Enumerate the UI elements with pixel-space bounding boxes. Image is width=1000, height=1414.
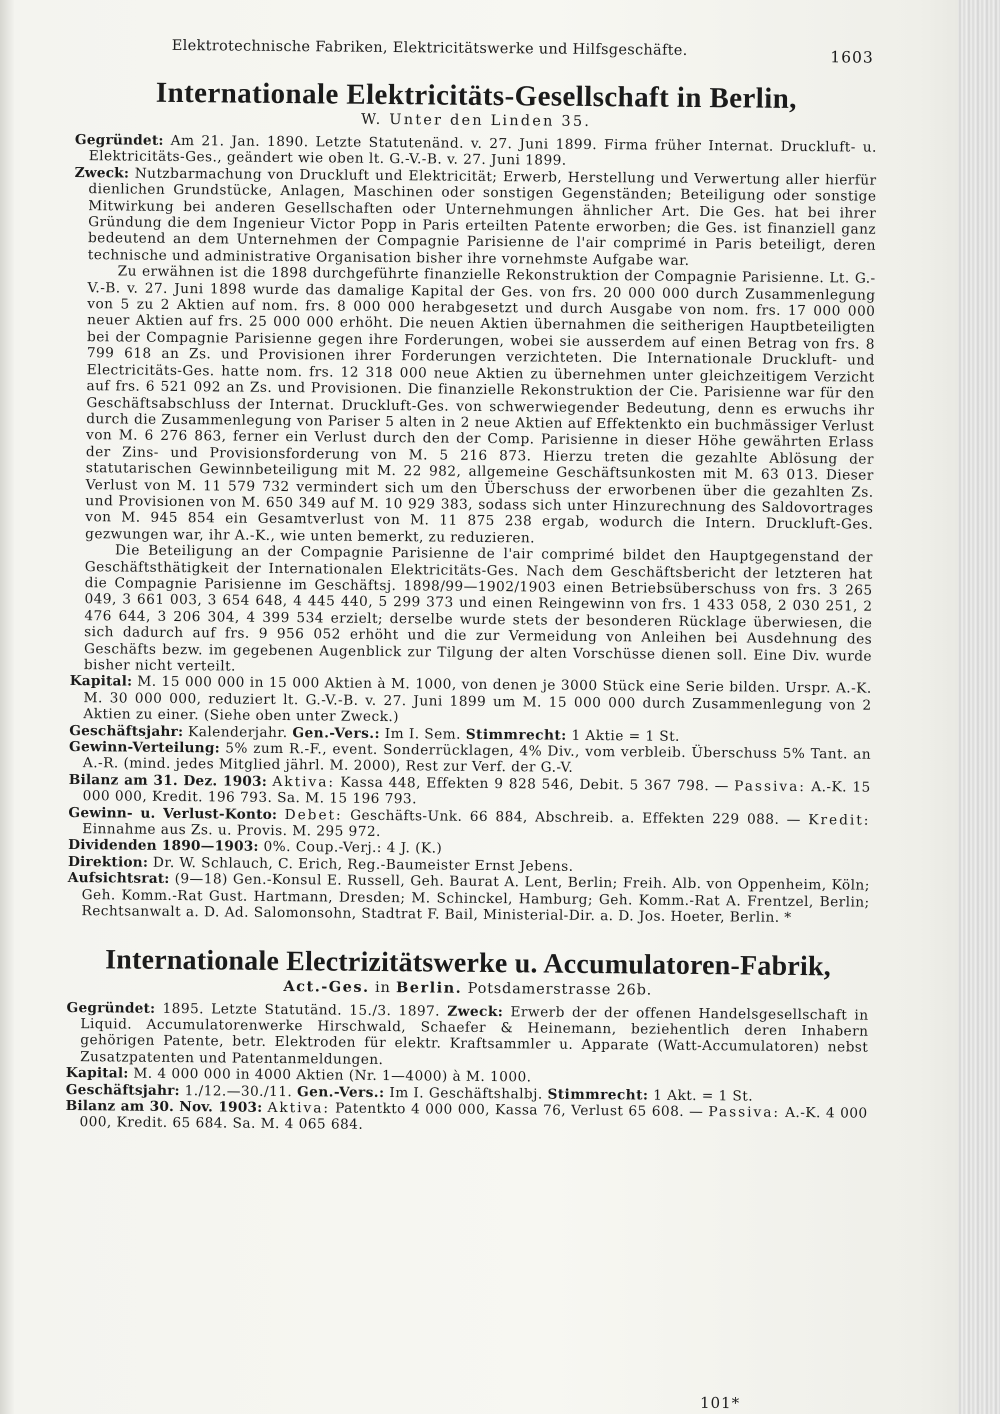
field-text: 5% zum R.-F., event. Sonderrücklagen, 4% Div., vom verbleib. Überschuss 5% Tant. an A.-R. (mind. jedes Mitglied jährl. M. 2000), Rest zur Verf. der G.-V. xyxy=(82,740,872,777)
field-text: M. 15 000 000 in 15 000 Aktien à M. 1000, von denen je 3000 Stück eine Serie bilden. Urspr. A.-K. M. 30 000 000, reduziert lt. G.-V.-B. v. 27. Juni 1899 um M. 15 000 000 durch Zusammenlegung von 2 Aktien zu einer. (Siehe oben unter Zweck.) xyxy=(83,674,872,726)
debet-text: Geschäfts-Unk. 66 884, Abschreib. a. Effekten 229 088. — xyxy=(350,807,801,828)
genvers-text: Im I. Geschäftshalbj. xyxy=(389,1084,543,1103)
signature-mark: 101* xyxy=(699,1393,741,1413)
field-text: Am 21. Jan. 1890. Letzte Statutenänd. v. 27. Juni 1899. Firma früher Internat. Druckluft- u. Elektricitäts-Ges., geändert wie oben lt. G.-V.-B. v. 27. Juni 1899. xyxy=(88,132,877,170)
field-kapital xyxy=(69,673,871,730)
running-title: Elektrotechnische Fabriken, Elektricitätswerke und Hilfsgeschäfte. xyxy=(171,37,688,59)
page-number: 1603 xyxy=(830,48,874,67)
field-label: Zweck: xyxy=(74,164,130,182)
field-text: Nutzbarmachung von Druckluft und Elektricität; Erwerb, Herstellung und Verwertung aller hierfür dienlichen Grundstücke, Anlagen, Maschinen oder sonstigen Gegenständen; Beteiligung oder sonstige Mitwirkung bei anderen Gesellschaften oder Unternehmungen ähnlicher Art. Die Ges. hat bei ihrer Gründung die dem Ingenieur Victor Popp in Paris erteilten Patente erworben; die Ges. ist finanziell ganz bedeutend an dem Unternehmen der Compagnie Parisienne de l'air comprimé in Paris beteiligt, deren technische und administrative Organisation bisher ihre vornehmste Aufgabe war. xyxy=(87,165,877,269)
passiva-label: Passiva: xyxy=(734,778,806,795)
field-label: Kapital: xyxy=(69,673,133,690)
aktiva-text: Patentkto 4 000 000, Kassa 76, Verlust 65 608. — xyxy=(335,1100,704,1121)
aktiva-label: Aktiva: xyxy=(272,773,336,791)
genvers-label: Gen.-Vers.: xyxy=(296,1083,385,1101)
paragraph-beteiligung: Die Beteiligung an der Compagnie Parisienne de l'air comprimé bildet den Hauptgegenstand der Geschäftsthätigkeit der Internationalen Elektricitäts-Ges. Nach dem Geschäftsbericht der letzteren hat die Compagnie Parisienne im Geschäftsj. 1898/99—1902/1903 einen Betriebsüberschuss von frs. 3 265 049, 3 661 003, 3 654 648, 4 445 440, 5 299 373 und einen Reingewinn von frs. 1 433 058, 2 030 251, 2 476 644, 3 206 304, 4 399 534 erzielt; derselbe wurde stets der besonderen Rücklage überwiesen, die sich dadurch auf frs. 9 956 052 erhöht und die zur Vermeidung von Anleihen bei Ausdehnung des Geschäfts bezw. im gegebenen Augenblick zur Tilgung der alten Vorschüsse dienen soll. Eine Div. wurde bisher nicht verteilt. xyxy=(83,542,874,675)
passiva-label: Passiva: xyxy=(708,1104,781,1121)
firm-sub-in: in xyxy=(374,979,391,996)
passiva-text: A.-K. 15 000 000, Kredit. 196 793. Sa. M. 15 196 793. xyxy=(82,778,871,808)
passiva-text: A.-K. 4 000 000, Kredit. 65 684. Sa. M. 4 065 684. xyxy=(79,1104,868,1134)
aktiva-label: Aktiva: xyxy=(267,1099,331,1117)
field-label: Gegründet: xyxy=(66,999,156,1017)
field-text: 1895. Letzte Statutänd. 15./3. 1897. xyxy=(162,1000,441,1020)
field-text: 0%. Coup.-Verj.: 4 J. (K.) xyxy=(263,839,443,858)
genvers-label: Gen.-Vers.: xyxy=(292,724,381,742)
firm-legal-form: Act.-Ges. xyxy=(283,977,370,996)
text-column xyxy=(65,28,878,1138)
field-label: Dividenden 1890—1903: xyxy=(68,837,259,856)
field-label: Geschäftsjahr: xyxy=(65,1081,180,1099)
firm-street: Potsdamerstrasse 26b. xyxy=(467,980,653,999)
field-bilanz xyxy=(65,1098,867,1139)
page-left-edge xyxy=(0,0,14,1414)
field-text: 1./12.—30./11. xyxy=(184,1082,293,1100)
field-label: Gewinn-Verteilung: xyxy=(69,738,220,757)
firm-entry-internationale-elektricitaets-gesellschaft xyxy=(67,76,877,927)
debet-label: Debet: xyxy=(284,806,343,824)
field-label: Kapital: xyxy=(65,1065,129,1082)
firm-title: Internationale Electrizitätswerke u. Accumulatoren-Fabrik, xyxy=(105,943,832,982)
field-label: Bilanz am 30. Nov. 1903: xyxy=(65,1097,263,1116)
field-text: M. 4 000 000 in 4000 Aktien (Nr. 1—4000) à M. 1000. xyxy=(133,1065,532,1086)
zweck-label: Zweck: xyxy=(447,1003,504,1020)
field-label: Gewinn- u. Verlust-Konto: xyxy=(68,804,278,823)
kredit-label: Kredit: xyxy=(808,811,871,829)
firm-address: W. Unter den Linden 35. xyxy=(361,111,592,130)
stimmrecht-label: Stimmrecht: xyxy=(465,726,567,744)
field-zweck xyxy=(74,165,877,271)
field-label: Direktion: xyxy=(67,853,149,871)
genvers-text: Im I. Sem. xyxy=(384,725,462,743)
field-label: Aufsichtsrat: xyxy=(67,870,170,888)
stimmrecht-text: 1 Akt. = 1 St. xyxy=(653,1087,754,1105)
stimmrecht-text: 1 Aktie = 1 St. xyxy=(571,727,680,745)
field-text: Kalenderjahr. xyxy=(188,723,288,741)
field-label: Gegründet: xyxy=(74,131,164,149)
field-aufsichtsrat xyxy=(67,870,869,927)
field-label: Geschäftsjahr: xyxy=(69,722,184,740)
running-head xyxy=(76,28,878,67)
book-spine-edge xyxy=(958,0,1000,1414)
firm-city: Berlin. xyxy=(395,978,463,997)
aktiva-text: Kassa 448, Effekten 9 828 546, Debit. 5 367 798. — xyxy=(340,774,729,795)
field-label: Bilanz am 31. Dez. 1903: xyxy=(68,771,268,790)
field-gegruendet xyxy=(66,999,869,1072)
stimmrecht-label: Stimmrecht: xyxy=(547,1086,649,1104)
zweck-text: Erwerb der der offenen Handelsgesellschaft in Liquid. Accumulatorenwerke Hirschwald, Schaefer & Heinemann, beziehentlich deren Inhabern gehörigen Patente, betr. Elektroden für elektr. Kraftsammler u. Apparate (Watt-Accumulatoren) nebst Zusatzpatenten und Patentanmeldungen. xyxy=(80,1003,869,1068)
field-text: (9—18) Gen.-Konsul E. Russell, Geh. Baurat A. Lent, Berlin; Freih. Alb. von Oppenheim, Köln; Geh. Komm.-Rat Gust. Hartmann, Dresden; M. Schinckel, Hamburg; Geh. Komm.-Rat A. Frentzel, Berlin; Rechtsanwalt a. D. Ad. Salomonsohn, Stadtrat F. Bail, Ministerial-Dir. a. D. Jos. Hoeter, Berlin. * xyxy=(81,871,870,927)
field-text: Dr. W. Schlauch, C. Erich, Reg.-Baumeister Ernst Jebens. xyxy=(152,854,574,875)
paragraph-rekonstruktion: Zu erwähnen ist die 1898 durchgeführte finanzielle Rekonstruktion der Compagnie Parisienne. Lt. G.-V.-B. v. 27. Juni 1898 wurde das damalige Kapital der Ges. von frs. 20 000 000 durch Zusammenlegung von 5 zu 2 Aktien auf nom. frs. 8 000 000 herabgesetzt und durch Ausgabe von nom. frs. 17 000 000 neuer Aktien auf frs. 25 000 000 erhöht. Die neuen Aktien übernahmen die seitherigen Hauptbeteiligten bei der Compagnie Parisienne gegen ihre Forderungen, wobei sie ausserdem auf einen Betrag von frs. 8 799 618 an Zs. und Provisionen ihrer Forderungen verzichteten. Die Internationale Druckluft- und Electricitäts-Ges. hatte nom. frs. 12 318 000 neue Aktien zu übernehmen unter gleichzeitigem Verzicht auf frs. 6 521 092 an Zs. und Provisionen. Die finanzielle Rekonstruktion der Cie. Parisienne war für den Geschäftsabschluss der Internat. Druckluft-Ges. von schwerwiegender Bedeutung, denn es erwuchs ihr durch die Zusammenlegung von Pariser 5 alten in 2 neue Aktien auf Effektenkto ein buchmässiger Verlust von M. 6 276 863, ferner ein Verlust durch den der Comp. Parisienne in dieser Höhe gewährten Erlass der Zins- und Provisionsforderung von M. 5 216 873. Hierzu treten die gezahlte Ablösung der statutarischen Gewinnbeteiligung mit M. 22 982, allgemeine Geschäftsunkosten mit M. 63 013. Dieser Verlust von M. 11 579 732 vermindert sich um den Überschuss der erworbenen über die gezahlten Zs. und Provisionen von M. 650 349 auf M. 10 929 383, sodass sich unter Hinzurechnung des Saldovortrages von M. 945 854 ein Gesamtverlust von M. 11 875 238 ergab, wodurch die Intern. Druckluft-Ges. gezwungen war, ihr A.-K., wie unten bemerkt, zu reduzieren. xyxy=(85,263,876,547)
firm-title: Internationale Elektricitäts-Gesellschaft in Berlin, xyxy=(155,76,798,115)
firm-entry-internationale-electrizitaetswerke xyxy=(65,943,869,1138)
kredit-text: Einnahme aus Zs. u. Provis. M. 295 972. xyxy=(82,821,381,841)
